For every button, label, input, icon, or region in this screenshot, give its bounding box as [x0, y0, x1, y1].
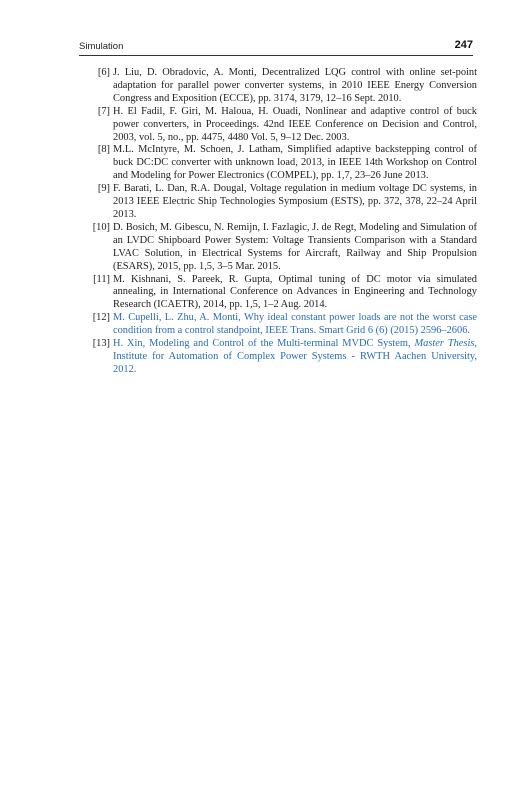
page-number: 247 — [454, 39, 473, 51]
reference-item — [79, 67, 477, 106]
reference-number: [12] — [92, 312, 110, 324]
reference-item — [79, 106, 477, 145]
reference-link-text-continued[interactable]: , Institute for Automation of Complex Power Systems - RWTH Aachen University, 2012. — [113, 338, 477, 375]
reference-text: M.L. McIntyre, M. Schoen, J. Latham, Simplified adaptive backstepping control of buck DC:DC converter with unknown load, 2013, in IEEE 14th Workshop on Control and Modeling for Power Electronics (COMPEL), pp. 1,7, 23–26 June 2013. — [113, 144, 477, 182]
reference-number: [13] — [92, 338, 110, 350]
reference-link-text[interactable]: H. Xin, Modeling and Control of the Multi-terminal MVDC System, — [113, 338, 415, 350]
reference-number: [10] — [92, 221, 110, 233]
reference-text: M. Kishnani, S. Pareek, R. Gupta, Optimal tuning of DC motor via simulated annealing, in International Conference on Advances in Engineering and Technology Research (ICAETR), 2014, pp. 1,5, 1–2 Aug. 2014. — [113, 273, 477, 311]
reference-item — [79, 222, 477, 274]
reference-item — [79, 274, 477, 313]
reference-number: [9] — [97, 183, 110, 195]
reference-link-text[interactable]: M. Cupelli, L. Zhu, A. Monti, Why ideal constant power loads are not the worst case condition from a control standpoint, IEEE Trans. Smart Grid 6 (6) (2015) 2596–2606. — [113, 312, 477, 337]
reference-text: J. Liu, D. Obradovic, A. Monti, Decentralized LQG control with online set-point adaptation for parallel power converter systems, in 2010 IEEE Energy Conversion Congress and Exposition (ECCE), pp. 3174, 3179, 12–16 Sept. 2010. — [113, 67, 477, 104]
reference-link-emphasis[interactable]: Master Thesis — [414, 338, 475, 350]
reference-text: H. El Fadil, F. Giri, M. Haloua, H. Ouadi, Nonlinear and adaptive control of buck power converters, in Proceedings. 42nd IEEE Conference on Decision and Control, 2003, vol. 5, no., pp. 4475, 4480 Vol. 5, 9–12 Dec. 2003. — [113, 105, 477, 143]
reference-number: [11] — [93, 273, 110, 285]
running-header — [79, 38, 473, 58]
reference-item — [79, 183, 477, 222]
running-header-section: Simulation — [79, 41, 124, 52]
reference-item-linked[interactable] — [79, 338, 477, 377]
reference-number: [7] — [97, 105, 110, 117]
reference-number: [8] — [97, 144, 110, 156]
reference-item-linked[interactable] — [79, 312, 477, 338]
header-rule — [79, 55, 473, 56]
reference-number: [6] — [97, 67, 110, 78]
reference-item — [79, 144, 477, 183]
reference-text: D. Bosich, M. Gibescu, N. Remijn, I. Fazlagic, J. de Regt, Modeling and Simulation of an LVDC Shipboard Power System: Voltage Transients Comparison with a Standard LVAC Solution, in Electrical Systems for Aircraft, Railway and Ship Propulsion (ESARS), 2015, pp. 1,5, 3–5 Mar. 2015. — [113, 221, 477, 272]
reference-text: F. Barati, L. Dan, R.A. Dougal, Voltage regulation in medium voltage DC systems, in 2013 IEEE Electric Ship Technologies Symposium (ESTS), pp. 372, 378, 22–24 April 2013. — [113, 183, 477, 220]
reference-list — [79, 67, 477, 377]
